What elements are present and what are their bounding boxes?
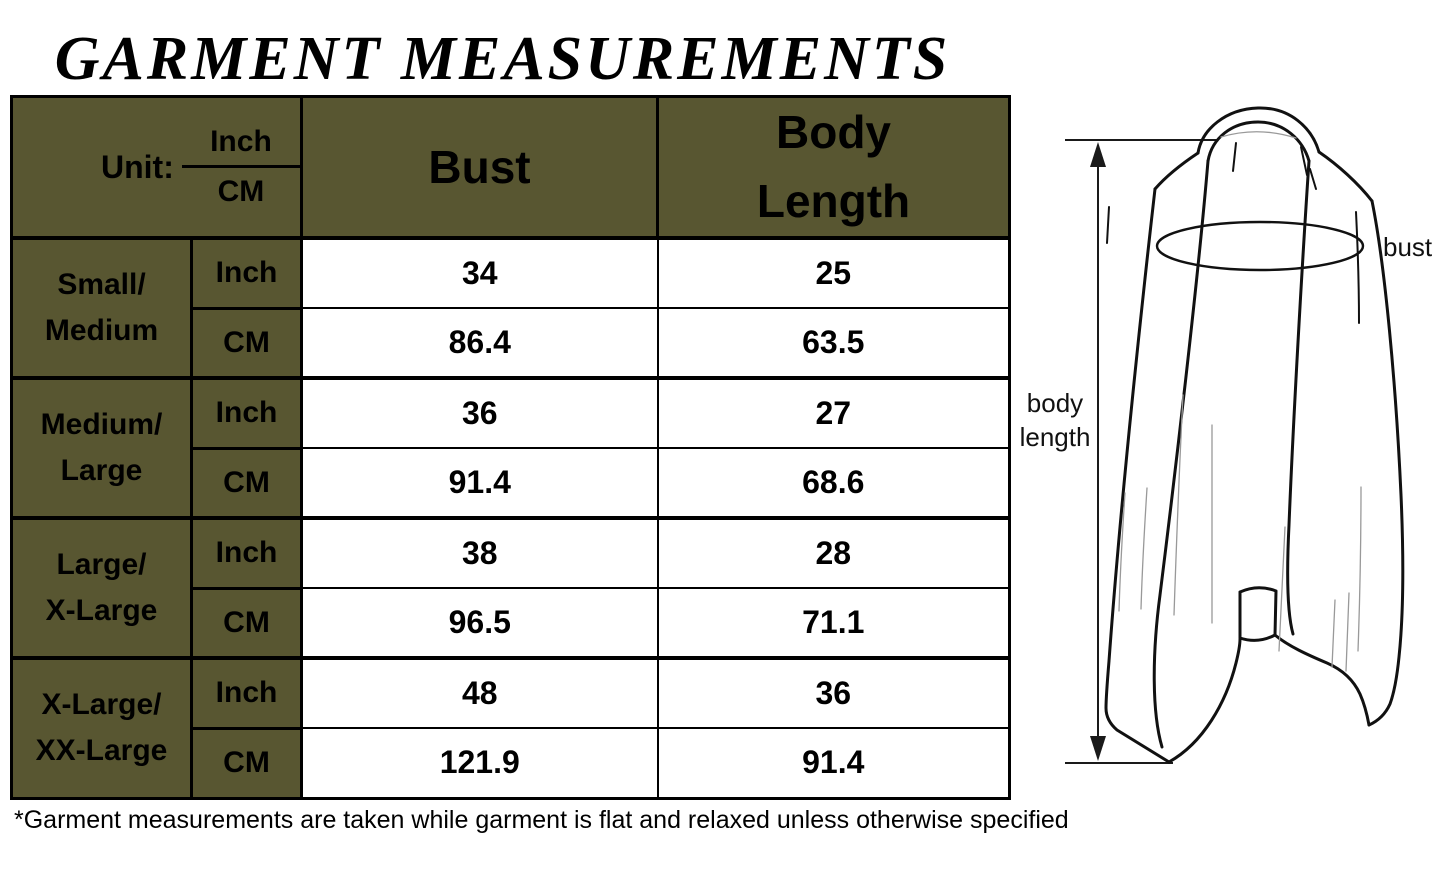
value-xlarge-xxlarge-bodylength-inch: 36 bbox=[658, 658, 1010, 728]
left-shoulder bbox=[1155, 153, 1198, 189]
row-small-medium-inch bbox=[12, 238, 1010, 308]
unit-header-cell bbox=[12, 97, 302, 239]
value-xlarge-xxlarge-bodylength-cm: 91.4 bbox=[658, 728, 1010, 798]
right-outer-edge bbox=[1369, 201, 1403, 725]
bust-ellipse bbox=[1157, 222, 1363, 270]
unit-cell-cm: CM bbox=[192, 308, 302, 378]
left-hem bbox=[1169, 639, 1240, 762]
back-hem-piece bbox=[1240, 588, 1276, 641]
garment-fold-lines bbox=[1119, 132, 1361, 671]
body-length-label-line1: body bbox=[1026, 388, 1084, 418]
table-header-row bbox=[12, 97, 1010, 239]
page-title: GARMENT MEASUREMENTS bbox=[54, 25, 951, 93]
size-label-large-xlarge: Large/ X-Large bbox=[12, 518, 192, 658]
right-hem bbox=[1275, 635, 1369, 725]
unit-fraction bbox=[13, 125, 300, 209]
size-label-medium-large: Medium/ Large bbox=[12, 378, 192, 518]
unit-fraction-inch: Inch bbox=[182, 125, 300, 168]
value-large-xlarge-bust-cm: 96.5 bbox=[302, 588, 658, 658]
value-large-xlarge-bodylength-inch: 28 bbox=[658, 518, 1010, 588]
garment-outline bbox=[1106, 108, 1403, 762]
value-small-medium-bodylength-cm: 63.5 bbox=[658, 308, 1010, 378]
column-header-body-length: Body Length bbox=[658, 97, 1010, 239]
unit-fraction-cm: CM bbox=[217, 175, 265, 208]
column-header-bust: Bust bbox=[302, 97, 658, 239]
unit-cell-inch: Inch bbox=[192, 238, 302, 308]
garment-figure bbox=[1005, 95, 1445, 805]
value-small-medium-bust-inch: 34 bbox=[302, 238, 658, 308]
size-label-xlarge-xxlarge: X-Large/ XX-Large bbox=[12, 658, 192, 798]
unit-cell-inch: Inch bbox=[192, 518, 302, 588]
value-medium-large-bodylength-cm: 68.6 bbox=[658, 448, 1010, 518]
value-xlarge-xxlarge-bust-cm: 121.9 bbox=[302, 728, 658, 798]
row-large-xlarge-inch bbox=[12, 518, 1010, 588]
row-xlarge-xxlarge-inch bbox=[12, 658, 1010, 728]
garment-detail-lines bbox=[1107, 143, 1359, 323]
size-label-small-medium: Small/ Medium bbox=[12, 238, 192, 378]
value-large-xlarge-bust-inch: 38 bbox=[302, 518, 658, 588]
body-length-label-line2: length bbox=[1019, 422, 1091, 452]
unit-cell-cm: CM bbox=[192, 448, 302, 518]
row-medium-large-inch bbox=[12, 378, 1010, 448]
right-shoulder bbox=[1319, 152, 1372, 201]
value-xlarge-xxlarge-bust-inch: 48 bbox=[302, 658, 658, 728]
unit-label: Unit: bbox=[101, 148, 174, 185]
unit-cell-inch: Inch bbox=[192, 658, 302, 728]
footnote: *Garment measurements are taken while garment is flat and relaxed unless otherwise specified bbox=[14, 806, 1069, 834]
value-large-xlarge-bodylength-cm: 71.1 bbox=[658, 588, 1010, 658]
left-front-opening bbox=[1154, 161, 1208, 747]
unit-cell-inch: Inch bbox=[192, 378, 302, 448]
measurements-table bbox=[10, 95, 1011, 800]
value-small-medium-bodylength-inch: 25 bbox=[658, 238, 1010, 308]
unit-cell-cm: CM bbox=[192, 728, 302, 798]
bust-label: bust bbox=[1383, 232, 1433, 262]
right-front-opening bbox=[1288, 161, 1309, 634]
collar-inner bbox=[1208, 122, 1309, 161]
value-medium-large-bust-cm: 91.4 bbox=[302, 448, 658, 518]
value-medium-large-bodylength-inch: 27 bbox=[658, 378, 1010, 448]
value-medium-large-bust-inch: 36 bbox=[302, 378, 658, 448]
value-small-medium-bust-cm: 86.4 bbox=[302, 308, 658, 378]
left-outer-edge bbox=[1106, 189, 1169, 762]
unit-cell-cm: CM bbox=[192, 588, 302, 658]
